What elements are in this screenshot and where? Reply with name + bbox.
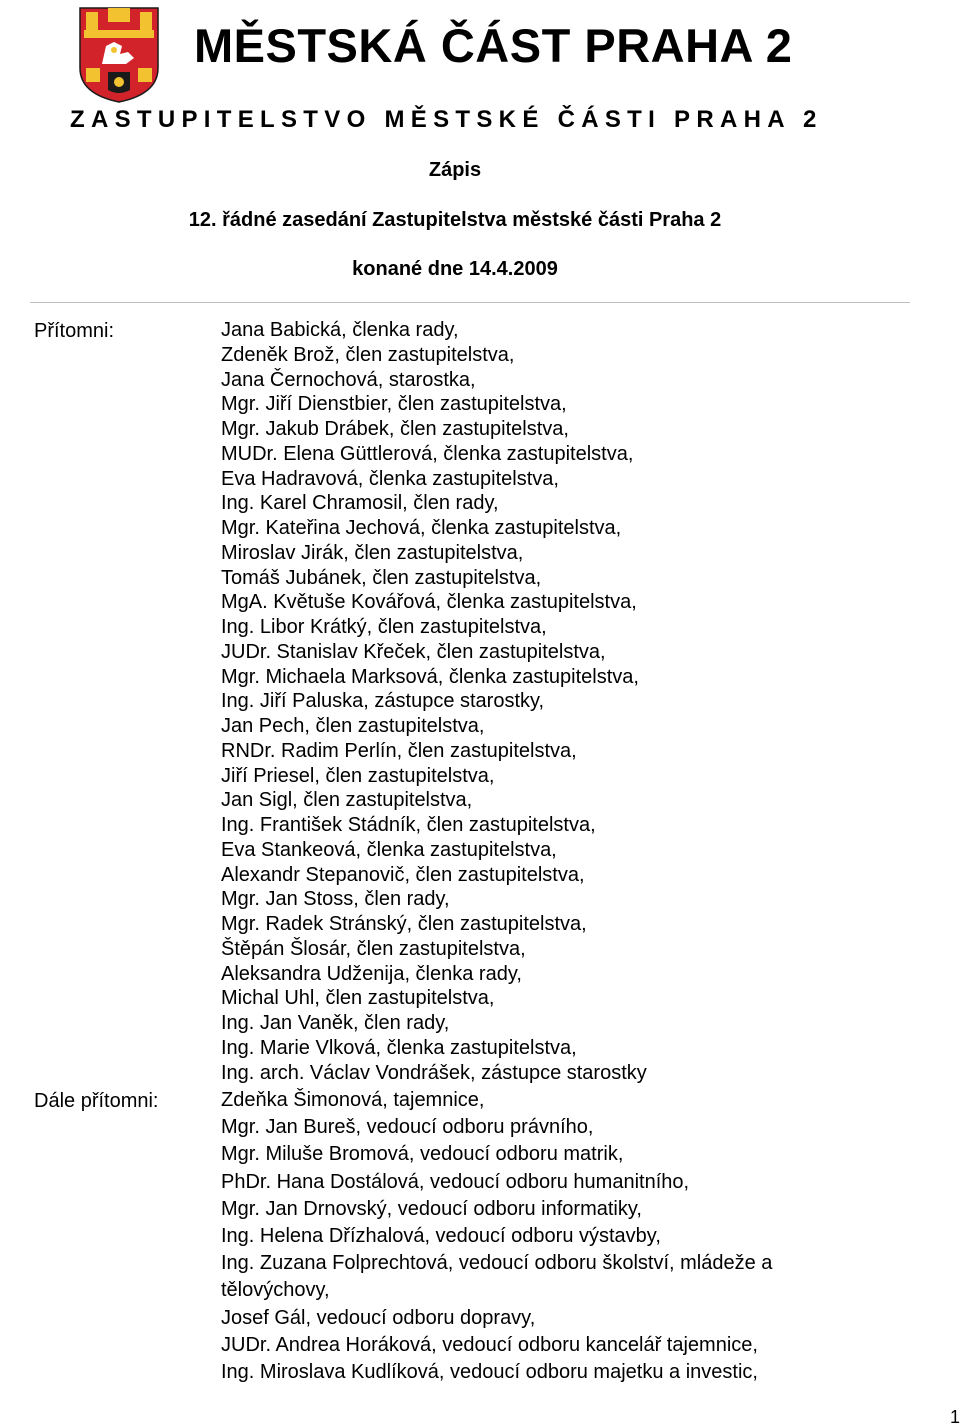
list-item: Ing. arch. Václav Vondrášek, zástupce starostky: [221, 1061, 647, 1084]
list-item: Mgr. Michaela Marksová, členka zastupitelstva,: [221, 665, 639, 688]
list-item: Mgr. Jakub Drábek, člen zastupitelstva,: [221, 418, 569, 440]
list-item: Ing. Zuzana Folprechtová, vedoucí odboru školství, mládeže a tělovýchovy,: [221, 1252, 773, 1302]
list-item: Jana Černochová, starostka,: [221, 368, 476, 391]
list-item: Ing. Helena Dřízhalová, vedoucí odboru výstavby,: [221, 1225, 661, 1248]
list-item: PhDr. Hana Dostálová, vedoucí odboru humanitního,: [221, 1170, 690, 1193]
list-item: Aleksandra Udženija, členka rady,: [221, 962, 522, 985]
meeting-title: 12. řádné zasedání Zastupitelstva městské části Praha 2: [188, 209, 722, 231]
list-item: Ing. Miroslava Kudlíková, vedoucí odboru majetku a investic,: [221, 1361, 758, 1384]
list-item: Jana Babická, členka rady,: [221, 319, 459, 341]
list-item: Eva Stankeová, členka zastupitelstva,: [221, 838, 557, 861]
list-item: Ing. František Stádník, člen zastupitelstva,: [221, 814, 596, 836]
present-members-list: [221, 318, 647, 1085]
list-item: Michal Uhl, člen zastupitelstva,: [221, 987, 495, 1010]
list-item: Ing. Karel Chramosil, člen rady,: [221, 492, 499, 515]
list-item: Mgr. Jan Drnovský, vedoucí odboru informatiky,: [221, 1197, 642, 1220]
council-subtitle: ZASTUPITELSTVO MĚSTSKÉ ČÁSTI PRAHA 2: [70, 106, 823, 133]
header-divider: [30, 302, 910, 303]
list-item: JUDr. Stanislav Křeček, člen zastupitelstva,: [221, 640, 606, 663]
list-item: Miroslav Jirák, člen zastupitelstva,: [221, 541, 524, 564]
list-item: Jan Pech, člen zastupitelstva,: [221, 715, 485, 737]
list-item: Zdeňka Šimonová, tajemnice,: [221, 1089, 485, 1111]
list-item: Ing. Jiří Paluska, zástupce starostky,: [221, 690, 545, 713]
list-item: JUDr. Andrea Horáková, vedoucí odboru kancelář tajemnice,: [221, 1333, 758, 1356]
list-item: Ing. Marie Vlková, členka zastupitelstva,: [221, 1036, 577, 1059]
list-item: Mgr. Kateřina Jechová, členka zastupitelstva,: [221, 517, 622, 539]
list-item: Eva Hadravová, členka zastupitelstva,: [221, 467, 559, 490]
list-item: Zdeněk Brož, člen zastupitelstva,: [221, 343, 515, 366]
list-item: Alexandr Stepanovič, člen zastupitelstva,: [221, 863, 585, 886]
prague-2-crest-logo: [78, 6, 160, 104]
list-item: RNDr. Radim Perlín, člen zastupitelstva,: [221, 739, 577, 762]
list-item: Ing. Libor Krátký, člen zastupitelstva,: [221, 616, 547, 638]
meeting-date: konané dne 14.4.2009: [352, 258, 558, 280]
present-label: Přítomni:: [34, 320, 115, 342]
list-item: Štěpán Šlosár, člen zastupitelstva,: [221, 937, 526, 960]
list-item: Jan Sigl, člen zastupitelstva,: [221, 789, 473, 812]
document-heading: Zápis: [428, 159, 482, 181]
list-item: Tomáš Jubánek, člen zastupitelstva,: [221, 566, 542, 589]
list-item: Mgr. Jan Stoss, člen rady,: [221, 888, 450, 911]
list-item: Mgr. Jiří Dienstbier, člen zastupitelstva,: [221, 393, 567, 416]
list-item: Mgr. Miluše Bromová, vedoucí odboru matrik,: [221, 1143, 624, 1166]
list-item: MUDr. Elena Güttlerová, členka zastupitelstva,: [221, 442, 634, 465]
also-present-members-list: [221, 1087, 846, 1386]
list-item: Josef Gál, vedoucí odboru dopravy,: [221, 1306, 536, 1329]
list-item: Ing. Jan Vaněk, člen rady,: [221, 1012, 450, 1034]
list-item: MgA. Květuše Kovářová, členka zastupitelstva,: [221, 591, 637, 614]
list-item: Jiří Priesel, člen zastupitelstva,: [221, 764, 495, 787]
page-number: 1: [950, 1407, 960, 1427]
list-item: Mgr. Radek Stránský, člen zastupitelstva,: [221, 913, 587, 935]
municipality-title: MĚSTSKÁ ČÁST PRAHA 2: [194, 19, 793, 72]
also-present-label: Dále přítomni:: [34, 1090, 159, 1112]
list-item: Mgr. Jan Bureš, vedoucí odboru právního,: [221, 1116, 594, 1139]
